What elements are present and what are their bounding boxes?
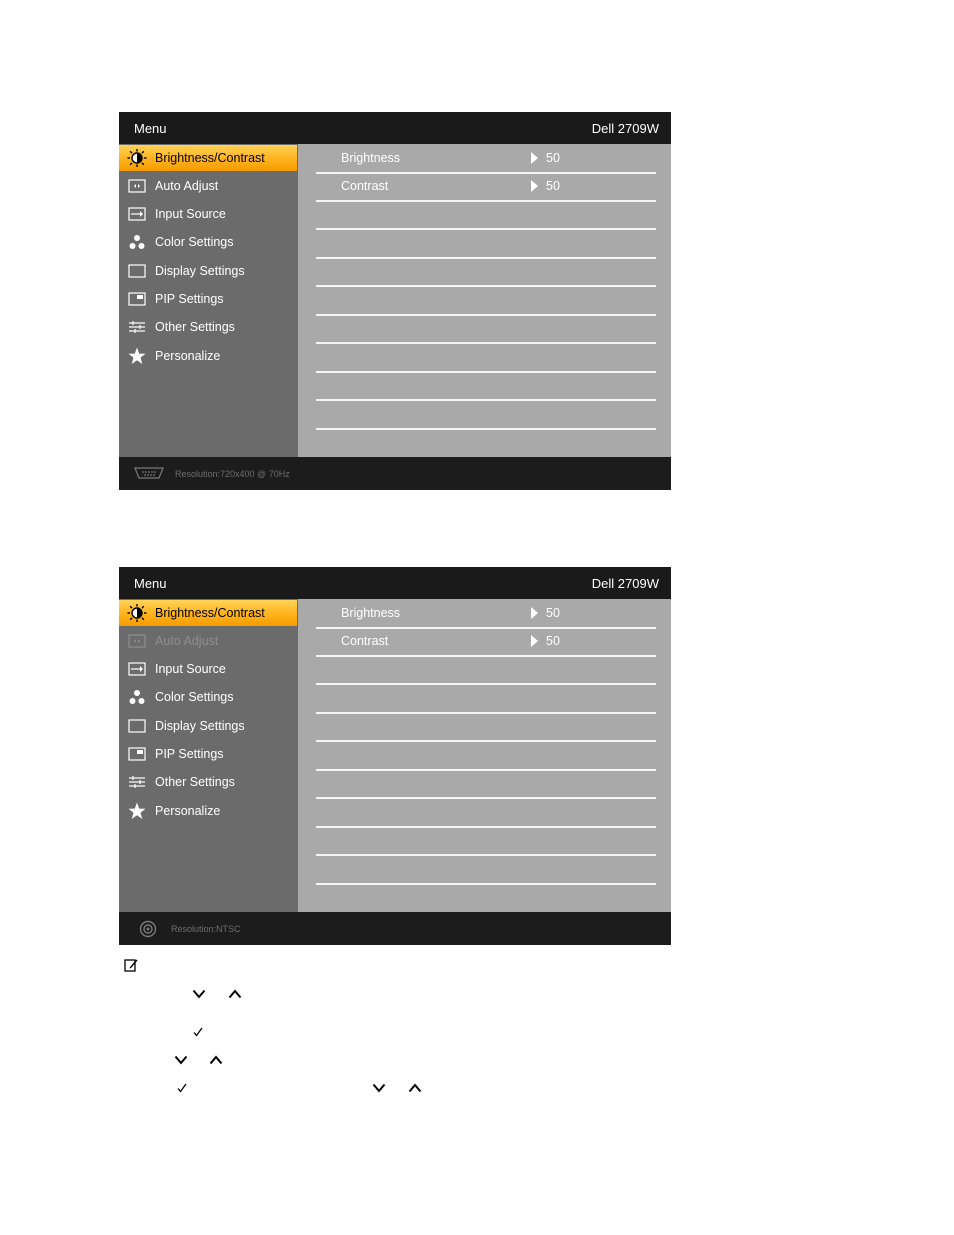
auto-adjust-icon [127, 177, 147, 195]
submenu-row-empty [316, 371, 656, 401]
star-icon [127, 802, 147, 820]
checkmark-icon [177, 1080, 187, 1098]
submenu-row-empty [316, 286, 656, 316]
chevron-down-icon [192, 986, 206, 1004]
submenu-row-empty [316, 655, 656, 685]
submenu-row-empty [316, 314, 656, 344]
pip-settings-icon [127, 745, 147, 763]
row-label: Contrast [341, 179, 389, 193]
osd-footer [119, 912, 671, 945]
menu-item-label: Brightness/Contrast [155, 151, 265, 165]
menu-item-label: Other Settings [155, 775, 235, 789]
brightness-icon [127, 604, 147, 622]
osd-menu-list [119, 599, 298, 912]
other-settings-icon [127, 318, 147, 336]
menu-item-auto-adjust[interactable] [119, 173, 297, 199]
menu-item-label: Display Settings [155, 719, 245, 733]
menu-item-brightness-contrast[interactable] [119, 600, 297, 626]
menu-item-label: Input Source [155, 662, 226, 676]
row-value: 50 [546, 179, 560, 193]
submenu-row-empty [316, 798, 656, 828]
menu-item-display-settings[interactable] [119, 713, 297, 739]
menu-item-pip-settings[interactable] [119, 286, 297, 312]
menu-item-label: Personalize [155, 349, 221, 363]
menu-item-other-settings[interactable] [119, 314, 297, 340]
menu-item-label: PIP Settings [155, 292, 224, 306]
menu-item-color-settings[interactable] [119, 229, 297, 255]
submenu-row-brightness[interactable] [316, 144, 656, 174]
osd-submenu [298, 599, 671, 912]
submenu-row-brightness[interactable] [316, 599, 656, 629]
menu-item-label: PIP Settings [155, 747, 224, 761]
menu-item-pip-settings[interactable] [119, 741, 297, 767]
osd-footer [119, 457, 671, 490]
video-connector-icon [139, 920, 157, 943]
menu-item-label: Auto Adjust [155, 634, 219, 648]
menu-item-display-settings[interactable] [119, 258, 297, 284]
submenu-row-empty [316, 855, 656, 885]
chevron-up-icon [209, 1052, 223, 1070]
row-label: Brightness [341, 151, 401, 165]
osd-title: Menu [134, 121, 167, 136]
menu-item-input-source[interactable] [119, 656, 297, 682]
chevron-down-icon [174, 1052, 188, 1070]
chevron-up-icon [408, 1080, 422, 1098]
display-settings-icon [127, 262, 147, 280]
submenu-row-empty [316, 712, 656, 742]
checkmark-icon [193, 1024, 203, 1042]
resolution-text: Resolution:720x400 @ 70Hz [175, 469, 290, 479]
menu-item-brightness-contrast[interactable] [119, 145, 297, 171]
osd-title: Menu [134, 576, 167, 591]
submenu-row-empty [316, 769, 656, 799]
menu-item-input-source[interactable] [119, 201, 297, 227]
submenu-row-empty [316, 343, 656, 373]
menu-item-label: Input Source [155, 207, 226, 221]
submenu-row-empty [316, 229, 656, 259]
row-value: 50 [546, 634, 560, 648]
osd-menu-list [119, 144, 298, 457]
triangle-right-icon [531, 635, 538, 647]
menu-item-label: Color Settings [155, 235, 234, 249]
row-value: 50 [546, 151, 560, 165]
monitor-model: Dell 2709W [591, 121, 659, 136]
triangle-right-icon [531, 607, 538, 619]
submenu-row-empty [316, 826, 656, 856]
other-settings-icon [127, 773, 147, 791]
color-settings-icon [127, 233, 147, 251]
menu-item-label: Other Settings [155, 320, 235, 334]
row-label: Contrast [341, 634, 389, 648]
row-label: Brightness [341, 606, 401, 620]
submenu-row-empty [316, 400, 656, 430]
submenu-row-contrast[interactable] [316, 172, 656, 202]
triangle-right-icon [531, 180, 538, 192]
brightness-icon [127, 149, 147, 167]
menu-item-label: Display Settings [155, 264, 245, 278]
resolution-text: Resolution:NTSC [171, 924, 241, 934]
input-source-icon [127, 205, 147, 223]
menu-item-label: Color Settings [155, 690, 234, 704]
submenu-row-empty [316, 741, 656, 771]
pip-settings-icon [127, 290, 147, 308]
monitor-model: Dell 2709W [591, 576, 659, 591]
osd-menu-vga [119, 112, 671, 490]
display-settings-icon [127, 717, 147, 735]
color-settings-icon [127, 688, 147, 706]
menu-item-color-settings[interactable] [119, 684, 297, 710]
chevron-down-icon [372, 1080, 386, 1098]
menu-item-label: Brightness/Contrast [155, 606, 265, 620]
vga-connector-icon [133, 466, 165, 485]
menu-item-personalize[interactable] [119, 343, 297, 369]
auto-adjust-icon [127, 632, 147, 650]
chevron-up-icon [228, 986, 242, 1004]
note-icon [124, 958, 138, 977]
osd-header [119, 567, 671, 599]
menu-item-personalize[interactable] [119, 798, 297, 824]
osd-menu-video [119, 567, 671, 945]
submenu-row-empty [316, 257, 656, 287]
input-source-icon [127, 660, 147, 678]
row-value: 50 [546, 606, 560, 620]
osd-submenu [298, 144, 671, 457]
star-icon [127, 347, 147, 365]
menu-item-other-settings[interactable] [119, 769, 297, 795]
submenu-row-empty [316, 684, 656, 714]
osd-header [119, 112, 671, 144]
submenu-row-contrast[interactable] [316, 627, 656, 657]
menu-item-label: Personalize [155, 804, 221, 818]
menu-item-label: Auto Adjust [155, 179, 219, 193]
menu-item-auto-adjust [119, 628, 297, 654]
triangle-right-icon [531, 152, 538, 164]
submenu-row-empty [316, 200, 656, 230]
